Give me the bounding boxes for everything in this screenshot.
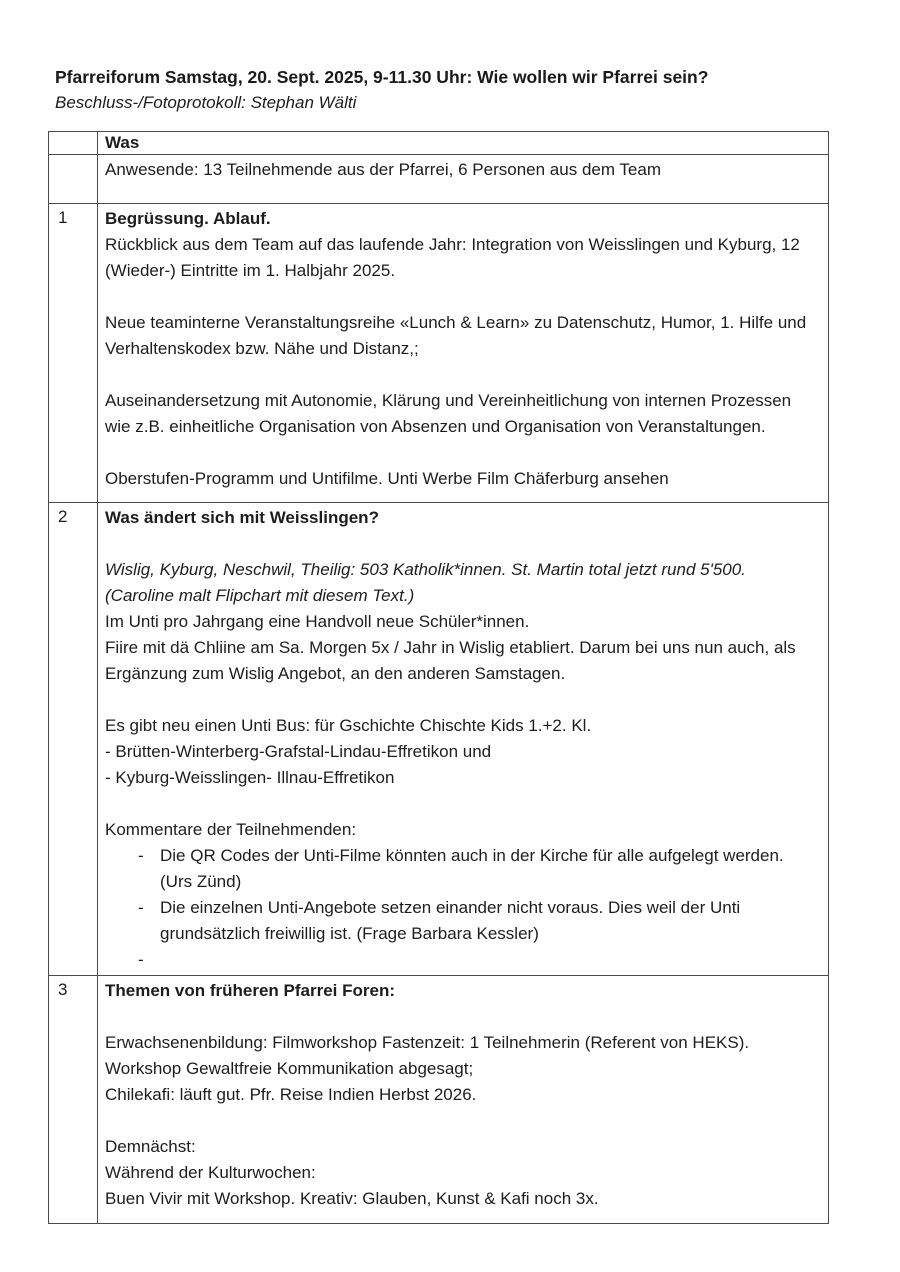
paragraph-line: Es gibt neu einen Unti Bus: für Gschichte Chischte Kids 1.+2. Kl.	[105, 716, 592, 735]
blank-line	[105, 1004, 816, 1030]
bullet-text	[160, 947, 816, 973]
paragraph-line: Auseinandersetzung mit Autonomie, Klärung und Vereinheitlichung von internen Prozessen wie z.B. einheitliche Organisation von Absenzen und Organisation von Veranstaltungen.	[105, 391, 792, 436]
paragraph-line: Chilekafi: läuft gut. Pfr. Reise Indien Herbst 2026.	[105, 1085, 477, 1104]
row-title: Begrüssung. Ablauf.	[105, 209, 271, 228]
paragraph-line: Fiire mit dä Chliine am Sa. Morgen 5x / Jahr in Wislig etabliert. Darum bei uns nun auch, als Ergänzung zum Wislig Angebot, an den anderen Samstagen.	[105, 638, 796, 683]
bullet-item	[105, 895, 816, 947]
row-content	[98, 976, 829, 1224]
paragraph-line: Workshop Gewaltfreie Kommunikation abgesagt;	[105, 1059, 474, 1078]
row-title: Was ändert sich mit Weisslingen?	[105, 508, 379, 527]
row-content	[98, 503, 829, 976]
blank-line	[105, 440, 816, 466]
attendance-row	[49, 155, 829, 204]
bullet-text: Die QR Codes der Unti-Filme könnten auch in der Kirche für alle aufgelegt werden. (Urs Zünd)	[160, 846, 784, 891]
paragraph-line: Wislig, Kyburg, Neschwil, Theilig: 503 Katholik*innen. St. Martin total jetzt rund 5'500.	[105, 560, 746, 579]
paragraph-line: Neue teaminterne Veranstaltungsreihe «Lunch & Learn» zu Datenschutz, Humor, 1. Hilfe und Verhaltenskodex bzw. Nähe und Distanz,;	[105, 313, 807, 358]
row-number: 1	[49, 204, 98, 503]
paragraph-line: Kommentare der Teilnehmenden:	[105, 820, 357, 839]
paragraph-line: Rückblick aus dem Team auf das laufende Jahr: Integration von Weisslingen und Kyburg, 12 (Wieder-) Eintritte im 1. Halbjahr 2025.	[105, 235, 800, 280]
paragraph-line: - Brütten-Winterberg-Grafstal-Lindau-Effretikon und	[105, 742, 492, 761]
table-row	[49, 503, 829, 976]
header-number-cell	[49, 132, 98, 155]
paragraph-line: Demnächst:	[105, 1137, 196, 1156]
bullet-text: Die einzelnen Unti-Angebote setzen einander nicht voraus. Dies weil der Unti grundsätzlich freiwillig ist. (Frage Barbara Kessler)	[160, 898, 741, 943]
header-what-cell	[98, 132, 829, 155]
blank-line	[105, 687, 816, 713]
bullet-item	[105, 843, 816, 895]
table-row	[49, 976, 829, 1224]
bullet-marker: -	[138, 898, 144, 917]
row-number: 2	[49, 503, 98, 976]
bullet-marker: -	[138, 846, 144, 865]
blank-line	[105, 791, 816, 817]
paragraph-line: Buen Vivir mit Workshop. Kreativ: Glauben, Kunst & Kafi noch 3x.	[105, 1189, 599, 1208]
blank-line	[105, 284, 816, 310]
bullet-marker: -	[138, 950, 144, 969]
blank-line	[105, 1108, 816, 1134]
attendance-cell	[98, 155, 829, 204]
protocol-table	[48, 131, 829, 1224]
row-content	[98, 204, 829, 503]
bullet-item	[105, 947, 816, 973]
blank-line	[105, 362, 816, 388]
row-title: Themen von früheren Pfarrei Foren:	[105, 981, 395, 1000]
document-subtitle: Beschluss-/Fotoprotokoll: Stephan Wälti	[55, 93, 357, 112]
paragraph-line: Oberstufen-Programm und Untifilme. Unti Werbe Film Chäferburg ansehen	[105, 469, 669, 488]
blank-line	[105, 531, 816, 557]
table-row	[49, 204, 829, 503]
row-number: 3	[49, 976, 98, 1224]
paragraph-line: Während der Kulturwochen:	[105, 1163, 316, 1182]
paragraph-line: (Caroline malt Flipchart mit diesem Text.)	[105, 586, 415, 605]
paragraph-line: Im Unti pro Jahrgang eine Handvoll neue Schüler*innen.	[105, 612, 530, 631]
paragraph-line: - Kyburg-Weisslingen- Illnau-Effretikon	[105, 768, 395, 787]
paragraph-line: Erwachsenenbildung: Filmworkshop Fastenzeit: 1 Teilnehmerin (Referent von HEKS).	[105, 1033, 750, 1052]
document-title: Pfarreiforum Samstag, 20. Sept. 2025, 9-11.30 Uhr: Wie wollen wir Pfarrei sein?	[55, 67, 709, 87]
attendance-number-cell	[49, 155, 98, 204]
attendance-text: Anwesende: 13 Teilnehmende aus der Pfarrei, 6 Personen aus dem Team	[105, 160, 661, 179]
table-header-row	[49, 132, 829, 155]
header-what-label: Was	[105, 133, 140, 152]
